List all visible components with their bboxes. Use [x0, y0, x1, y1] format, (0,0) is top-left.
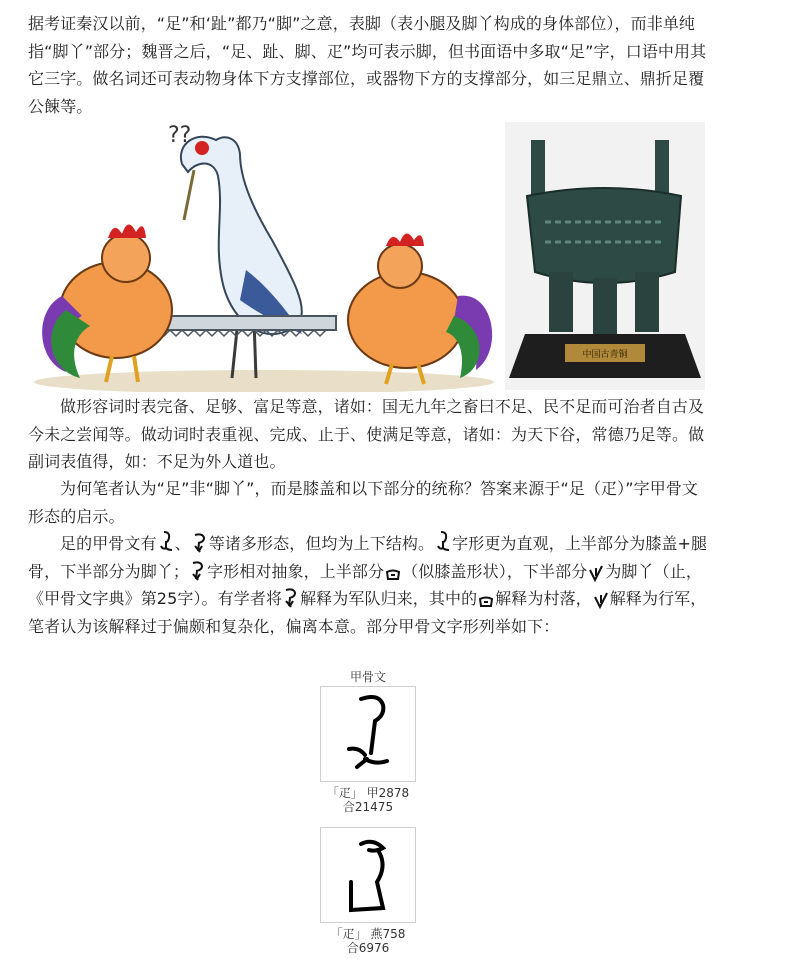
cartoon-roosters-crane-image	[26, 120, 502, 392]
oracle-table-header	[320, 670, 416, 687]
oracle-zu-glyph-vertical-icon	[158, 530, 174, 554]
text-span: 解释为村落，	[495, 589, 592, 608]
card-caption-source: 「疋」 甲2878	[326, 786, 410, 800]
oracle-card-1	[320, 686, 416, 814]
oracle-knee-component-icon	[478, 595, 494, 609]
oracle-knee-component-icon	[385, 568, 401, 582]
card-caption-number: 合6976	[346, 941, 390, 955]
text-span: 解释为军队归来，其中的	[300, 589, 478, 608]
paragraph-foot-meaning: 据考证秦汉以前，“足”和‘趾”都乃“脚”之意，表脚（表小腿及脚丫构成的身体部位），而非单纯指“脚丫”部分；魏晋之后，“足、趾、脚、疋”均可表示脚，但书面语中多取“足”字，口语中用其它三字。做名词还可表动物身体下方支撑部位，或器物下方的支撑部分，如三足鼎立、鼎折足覆公餗等。	[28, 14, 707, 116]
bronze-ding-tripod-image	[505, 122, 705, 390]
text-span: 字形相对抽象，上半部分	[207, 561, 385, 581]
paragraph-question: 为何笔者认为“足”非“脚丫”，而是膝盖和以下部分的统称？答案来源于“足（疋）”字甲骨文形态的启示。	[28, 479, 699, 526]
paragraph-adjective-verb-meaning: 做形容词时表完备、足够、富足等意，诸如：国无九年之畜曰不足、民不足而可治者自古及今未之尝闻等。做动词时表重视、完成、止于、使满足等意，诸如：为天下谷，常德乃足等。做副词表值得，如：不足为外人道也。	[28, 397, 705, 471]
oracle-glyph-image	[320, 827, 416, 923]
card-caption-number: 合21475	[342, 800, 394, 814]
text-span: 足的甲骨文有	[60, 534, 157, 553]
paragraph-oracle-forms	[28, 530, 710, 640]
oracle-zu-glyph-abstract-icon	[192, 532, 208, 554]
card-caption-source: 「疋」 燕758	[330, 927, 406, 941]
oracle-zu-glyph-abstract-icon	[190, 560, 206, 582]
oracle-zu-glyph-abstract-icon	[283, 587, 299, 609]
oracle-zu-glyph-vertical-icon	[435, 530, 451, 554]
table-header-label: 甲骨文	[349, 670, 386, 684]
oracle-glyph-image	[320, 686, 416, 782]
oracle-zu-rubbing-icon	[321, 687, 415, 781]
text-span: （似膝盖形状），下半部分	[402, 561, 588, 581]
text-span: 字形更为直观，上半部分为膝盖+腿骨，下半部分为脚丫；	[28, 534, 708, 581]
oracle-card-2	[320, 827, 416, 955]
oracle-zu-rubbing-icon	[321, 828, 415, 922]
oracle-foot-component-icon	[593, 591, 609, 609]
plaque-text: 中国古青铜	[582, 350, 628, 360]
text-span: 等诸多形态，但均为上下结构。	[208, 534, 435, 553]
svg-text:??: ??	[168, 123, 192, 148]
text-span: 、	[174, 534, 191, 553]
text-span: 解释为行军，笔者认为该解释过于偏颇和复杂化，偏离本意。部分甲骨文字形列举如下：	[28, 589, 707, 636]
oracle-foot-component-icon	[588, 564, 604, 582]
text-span: 为脚丫（止，《甲骨文字典》第25字）。有学者将	[28, 561, 702, 608]
